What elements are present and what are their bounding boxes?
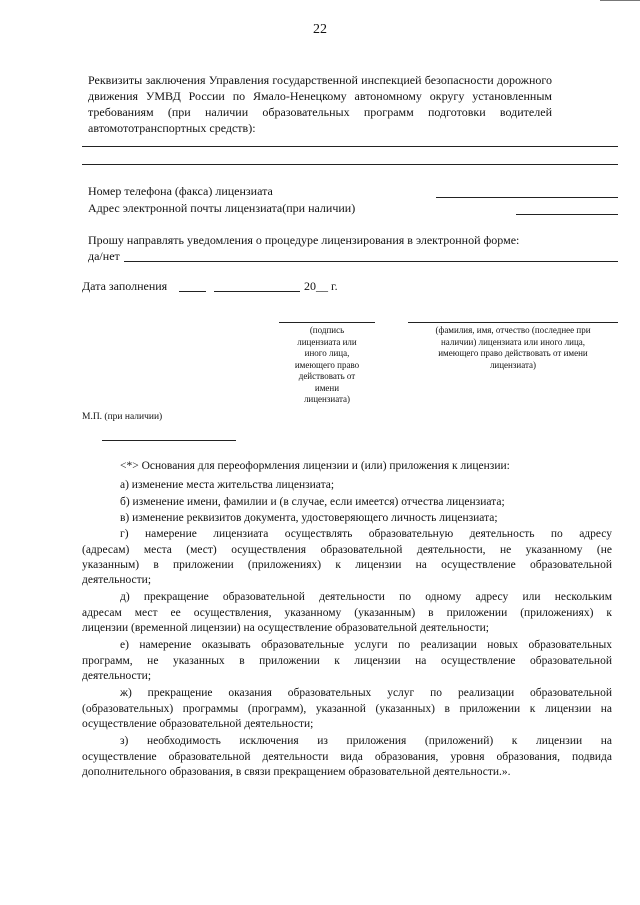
basis-item-g-line-4: деятельности; [82,574,152,586]
page-number: 22 [313,22,327,37]
basis-item-z-line-2: осуществление образовательной деятельности вида образования, уровня образования, подвида [82,751,612,763]
notify-line-2: да/нет [88,249,120,263]
page-corner-mark [600,0,640,9]
rekvizity-line-4: автомототранспортных средств): [88,121,256,135]
notify-line-1: Прошу направлять уведомления о процедуре лицензирования в электронной форме: [88,233,520,247]
basis-heading: <*> Основания для переоформления лицензии и (или) приложения к лицензии: [120,460,510,472]
basis-item-z-line-1: з) необходимость исключения из приложения (приложений) к лицензии на [120,735,612,747]
basis-item-zh-line-1: ж) прекращение оказания образовательных услуг по реализации образовательной [120,687,612,699]
date-day-line[interactable] [179,291,206,292]
basis-item-d-line-2: адресам мест ее осуществления, указанному (указанным) в приложении (приложениях) к [82,607,612,619]
fio-caption: (фамилия, имя, отчество (последнее при наличии) лицензиата или иного лица, имеющего право действовать от имени лицензиата) [435,325,591,370]
signature-fill-line[interactable] [279,322,375,323]
basis-item-d-line-3: лицензии (временной лицензии) на осуществление образовательной деятельности; [82,622,489,634]
basis-item-g-line-2: (адресам) места (мест) осуществления образовательной деятельности, не указанному (не [82,544,612,556]
rekvizity-fill-line-1[interactable] [82,146,618,147]
basis-item-e-line-2: программ, не указанных в приложении к лицензии на осуществление образовательной [82,655,612,667]
stamp-label: М.П. (при наличии) [82,412,163,422]
basis-item-a: а) изменение места жительства лицензиата; [120,479,335,491]
basis-item-zh-line-2: (образовательных) программы (программ), указанной (указанных) в приложении к лицензии на [82,703,612,715]
rekvizity-line-1: Реквизиты заключения Управления государственной инспекцией безопасности дорожного [88,73,552,87]
email-label: Адрес электронной почты лицензиата(при наличии) [88,201,356,215]
phone-fill-line[interactable] [436,197,618,198]
footnote-separator [102,440,236,441]
basis-item-z-line-3: дополнительного образования, в связи прекращением образовательной деятельности.». [82,766,511,778]
notify-fill-line[interactable] [124,261,618,262]
phone-label: Номер телефона (факса) лицензиата [88,184,273,198]
rekvizity-line-3: требованиям (при наличии образовательных программ подготовки водителей [88,105,552,119]
basis-item-g-line-1: г) намерение лицензиата осуществлять образовательную деятельность по адресу [120,528,612,540]
basis-item-g-line-3: указанным) в приложении (приложениях) к лицензии на осуществление образовательной [82,559,612,571]
date-year: 20__ г. [304,279,338,293]
basis-item-v: в) изменение реквизитов документа, удостоверяющего личность лицензиата; [120,512,498,524]
fio-fill-line[interactable] [408,322,618,323]
date-label: Дата заполнения [82,279,168,293]
email-fill-line[interactable] [516,214,618,215]
basis-item-zh-line-3: осуществление образовательной деятельности; [82,718,314,730]
rekvizity-line-2: движения УМВД России по Ямало-Ненецкому автономному округу установленным [88,89,552,103]
signature-caption: (подпись лицензиата или иного лица, имеющего право действовать от имени лицензиата) [294,325,360,404]
basis-item-e-line-1: е) намерение оказывать образовательные услуги по реализации новых образовательных [120,639,612,651]
basis-item-d-line-1: д) прекращение образовательной деятельности по одному адресу или нескольким [120,591,612,603]
date-month-line[interactable] [214,291,300,292]
basis-item-b: б) изменение имени, фамилии и (в случае, если имеется) отчества лицензиата; [120,496,505,508]
rekvizity-fill-line-2[interactable] [82,164,618,165]
basis-item-e-line-3: деятельности; [82,670,152,682]
